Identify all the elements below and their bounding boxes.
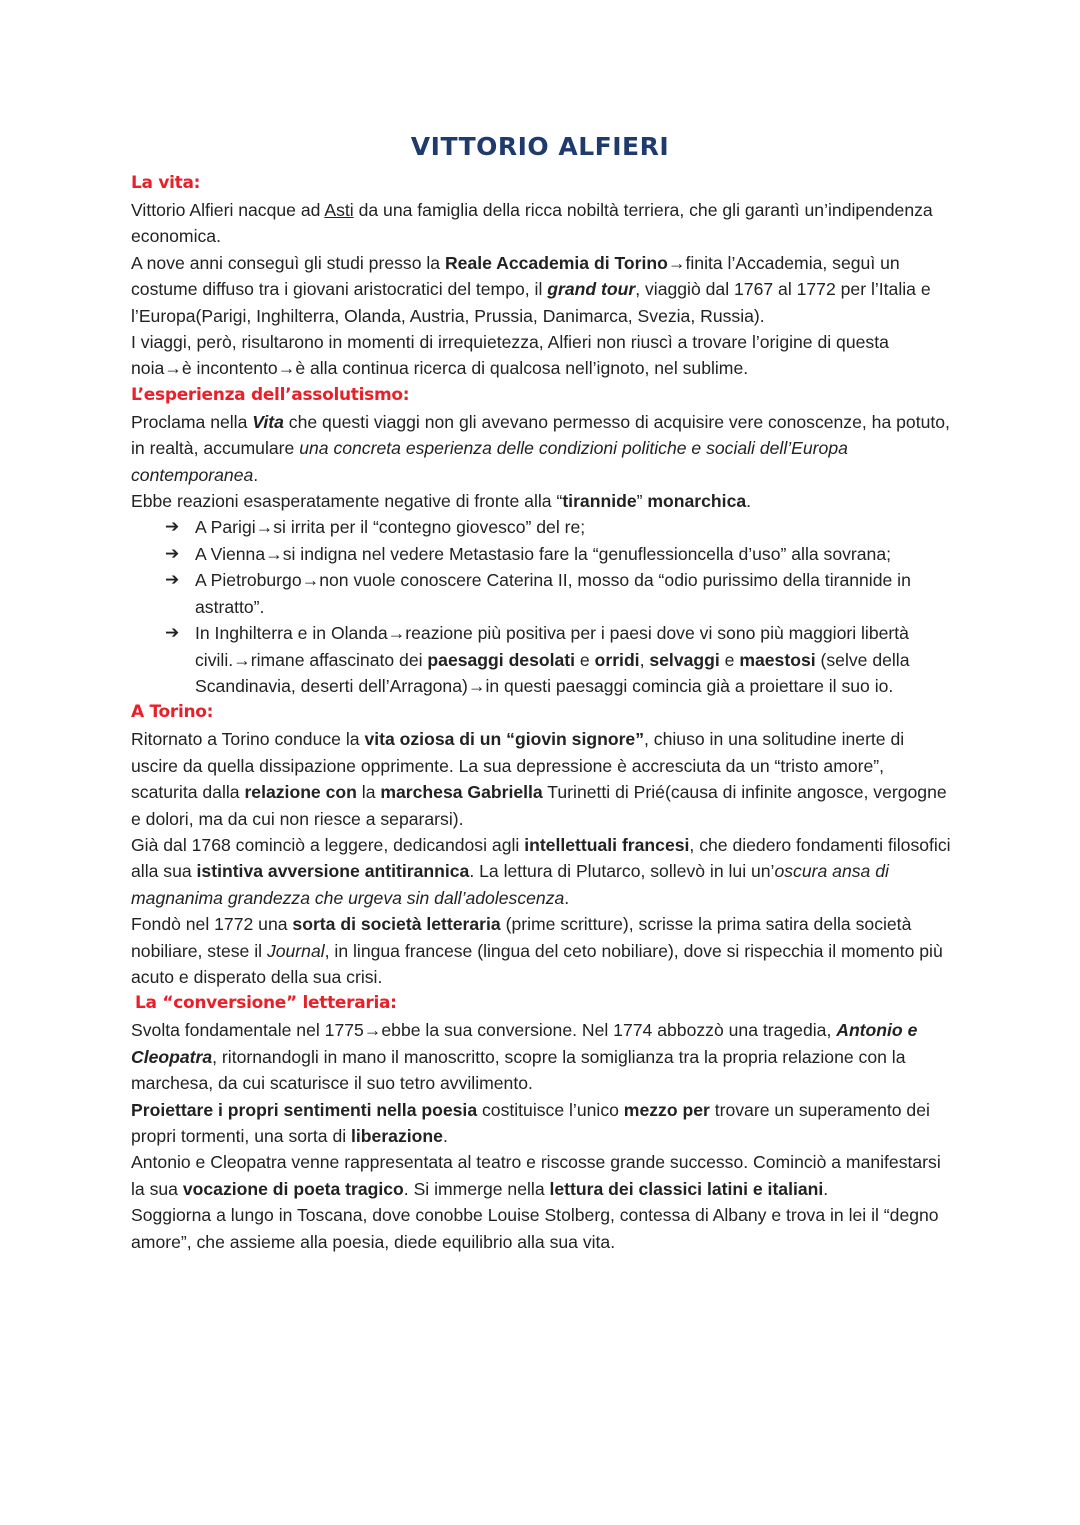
italic-text: una concreta esperienza delle condizioni politiche e sociali dell’Europa contemporanea [131,438,848,485]
list-item-text: A Pietroburgo→non vuole conoscere Caterina II, mosso da “odio purissimo della tirannide in astratto”. [195,570,911,617]
text-run: Antonio e Cleopatra venne rappresentata al teatro e riscosse grande successo. Cominciò a manifestarsi la sua [131,1152,941,1199]
arrow-bullet-icon: ➔ [165,543,180,563]
text-run: In Inghilterra e in Olanda→reazione più positiva per i paesi dove vi sono più maggiori libertà civili.→rimane affascinato dei [195,623,909,670]
list-item [165,541,951,567]
text-run: . [253,464,259,485]
list-item [165,620,951,699]
list-item [165,514,951,540]
bold-text: sorta di società letteraria [292,914,501,935]
bold-text: vita oziosa di un “giovin signore” [364,729,645,750]
bold-text: Reale Accademia di Torino [444,252,668,273]
paragraph-torino-3 [131,911,951,990]
text-run: che questi viaggi non gli avevano permesso di acquisire vere conoscenze, ha potuto, in realtà, accumulare [131,411,950,459]
paragraph-conversione-1 [131,1017,951,1096]
paragraph-vita-3: I viaggi, però, risultarono in momenti di irrequietezza, Alfieri non riuscì a trovare l’origine di questa noia→è incontento→è alla continua ricerca di qualcosa nell’ignoto, nel sublime. [131,332,889,379]
text-run: e [575,649,595,670]
text-run: . Si immerge nella [403,1178,550,1199]
bold-text: maestosi [739,649,816,670]
bullet-list [131,514,951,699]
text-run: Ebbe reazioni esasperatamente negative di fronte alla “ [131,491,563,512]
text-run: , in lingua francese (lingua del ceto nobiliare), dove si rispecchia il momento più acuto e disperato della sua crisi. [131,940,943,987]
bold-italic-text: Vita [252,411,284,432]
arrow-bullet-icon: ➔ [165,570,180,590]
bold-text: lettura dei classici latini e italiani [549,1178,824,1199]
bold-text: monarchica [647,491,747,512]
text-run: , ritornandogli in mano il manoscritto, scopre la somiglianza tra la propria relazione con la marchesa, da cui scaturisce il suo tetro avvilimento. [131,1046,906,1094]
text-run: Turinetti di Prié(causa di infinite angosce, vergogne e dolori, ma da cui non riesce a separarsi). [131,782,947,829]
section-heading-conversione: La “conversione” letteraria: [135,993,397,1014]
text-run: . [442,1126,448,1146]
italic-text: Journal [266,940,325,961]
text-run: →finita l’Accademia, seguì un costume diffuso tra i giovani aristocratici del tempo, il [131,252,900,300]
bold-text: istintiva avversione antitirannica [196,861,470,882]
bold-text: intellettuali francesi [524,834,690,855]
bold-italic-text: Antonio e Cleopatra [131,1020,918,1067]
bold-text: orridi [594,649,640,670]
list-item [165,567,951,620]
text-run: , chiuso in una solitudine inerte di uscire da quella dissipazione opprimente. La sua depressione è accresciuta da un “tristo amore”, scaturita dalla [131,729,905,803]
paragraph-assolutismo-1 [131,409,951,488]
text-run: trovare un superamento dei propri tormenti, una sorta di [131,1099,930,1146]
underlined-text: Asti [324,200,354,220]
paragraph-torino-2 [131,832,951,911]
text-run: Fondò nel 1772 una [131,914,293,935]
section-heading-torino: A Torino: [131,702,214,723]
section-heading-vita: La vita: [131,173,201,193]
text-run: Proclama nella [131,411,253,432]
text-run: e [719,649,740,670]
bold-text: mezzo per [623,1099,710,1120]
text-run: Già dal 1768 cominciò a leggere, dedicandosi agli [131,834,525,855]
section-heading-assolutismo: L’esperienza dell’assolutismo: [131,384,410,405]
arrow-bullet-icon: ➔ [165,623,180,643]
document-body [131,170,951,1255]
paragraph-vita-2 [131,250,951,329]
text-run: , che diedero fondamenti filosofici alla sua [131,834,951,882]
bold-text: Proiettare i propri sentimenti nella poesia [131,1099,478,1120]
bold-text: liberazione [351,1126,443,1146]
text-run: Svolta fondamentale nel 1775→ebbe la sua conversione. Nel 1774 abbozzò una tragedia, [131,1020,837,1041]
text-run: ” [636,491,648,512]
paragraph-vita-1 [131,197,951,250]
list-item-text: A Parigi→si irrita per il “contegno giovesco” del re; [195,517,586,538]
text-run: . [746,491,752,512]
text-run: , viaggiò dal 1767 al 1772 per l’Italia e l’Europa(Parigi, Inghilterra, Olanda, Austria, Prussia, Danimarca, Svezia, Russia). [131,279,931,326]
text-run: costituisce l’unico [477,1099,624,1120]
paragraph-conversione-3 [131,1149,951,1202]
bold-text: relazione con [244,782,357,803]
bold-text: selvaggi [649,649,720,670]
text-run: (selve della Scandinavia, deserti dell’Arragona)→in questi paesaggi comincia già a proiettare il suo io. [195,649,910,696]
text-run: (prime scritture), scrisse la prima satira della società nobiliare, stese il [131,914,912,961]
text-run: la [356,782,381,803]
paragraph-conversione-4: Soggiorna a lungo in Toscana, dove conobbe Louise Stolberg, contessa di Albany e trova in lei il “degno amore”, che assieme alla poesia, diede equilibrio alla sua vita. [131,1205,939,1252]
bold-text: marchesa Gabriella [380,782,543,803]
bold-text: paesaggi desolati [427,649,576,670]
arrow-bullet-icon: ➔ [165,517,180,537]
list-item-text: A Vienna→si indigna nel vedere Metastasio fare la “genuflessioncella d’uso” alla sovrana; [195,543,892,564]
bold-text: tirannide [562,491,637,512]
text-run: . La lettura di Plutarco, sollevò in lui un’ [469,861,775,882]
italic-text: oscura ansa di magnanima grandezza che urgeva sin dall’adolescenza [131,861,889,908]
text-run: Ritornato a Torino conduce la [131,729,365,750]
text-run: da una famiglia della ricca nobiltà terriera, che gli garantì un’indipendenza economica. [131,200,933,247]
paragraph-assolutismo-2 [131,488,951,514]
text-run: Vittorio Alfieri nacque ad [131,200,325,220]
text-run: , [639,649,650,670]
paragraph-torino-1 [131,726,951,832]
bold-text: vocazione di poeta tragico [182,1178,404,1199]
text-run: A nove anni conseguì gli studi presso la [131,252,445,273]
text-run: . [564,887,570,908]
bold-italic-text: grand tour [547,279,636,300]
paragraph-conversione-2 [131,1097,951,1150]
page-title: VITTORIO ALFIERI [410,132,670,161]
text-run: . [823,1178,829,1199]
